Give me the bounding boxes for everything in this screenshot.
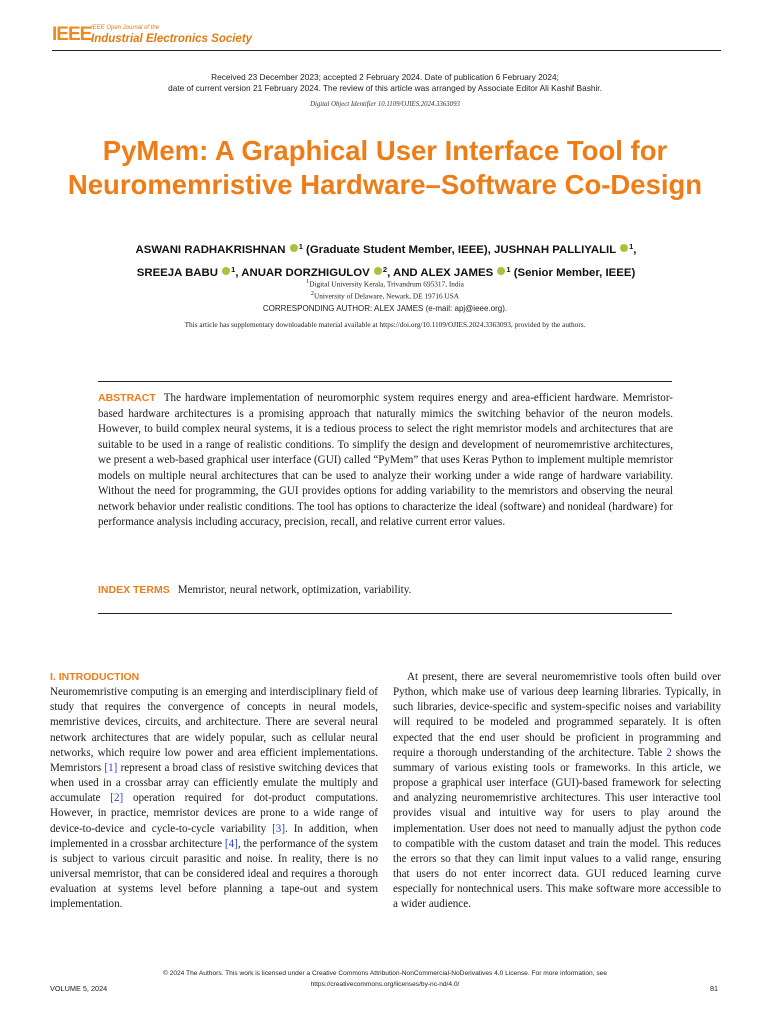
affiliation-2 xyxy=(60,289,710,301)
affiliation-2-text: University of Delaware, Newark, DE 19716 USA xyxy=(313,291,460,301)
license-notice xyxy=(60,968,710,990)
affiliation-1-text: Digital University Kerala, Trivandrum 695317, India xyxy=(309,279,464,289)
dates-line-2: date of current version 21 February 2024. The review of this article was arranged by Associate Editor Ali Kashif Bashir. xyxy=(168,83,602,93)
intro-text-5: , the performance of the system is subject to various circuit parasitic and noise. In reality, there is no universal memristor, that can be considered ideal and requires a thorough evaluation at systems level before planning a tape-out and system implementation. xyxy=(50,837,378,911)
author-2-affil: 1 xyxy=(629,242,634,251)
author-list: ASWANI RADHAKRISHNAN $^1$ (Graduate Student Member, IEEE), JUSHNAH PALLIYALIL $^1$, SREEJA BABU $^1$, ANUAR DORZHIGULOV $^2$, AND ALEX JAMES $^1$ (Senior Member, IEEE) xyxy=(135,242,637,279)
intro-left-column xyxy=(50,670,378,913)
ieee-logo: IEEE xyxy=(52,24,92,45)
abstract xyxy=(98,391,673,531)
author-3: SREEJA BABU xyxy=(136,267,218,279)
orcid-icon[interactable] xyxy=(222,267,230,275)
abstract-label: ABSTRACT xyxy=(98,392,156,404)
citation-link[interactable]: [1] xyxy=(104,761,118,774)
intro-right-text-1: At present, there are several neuromemristive tools often build over Python, which make use of various deep learning libraries. Typically, in such libraries, device-specific and system-specific noises and variability will required to be modeled and programmed separately. It is often expected that the end user should be proficient in programming and require a thorough understanding of the architecture. Table xyxy=(393,671,721,759)
author-5-affil: 1 xyxy=(506,265,511,274)
author-1-affil: 1 xyxy=(298,242,303,251)
author-4: , ANUAR DORZHIGULOV xyxy=(235,267,370,279)
index-terms-text: Memristor, neural network, optimization, variability. xyxy=(177,584,412,596)
citation-link[interactable]: [3] xyxy=(272,822,286,835)
affiliation-1 xyxy=(60,277,710,289)
section-heading: I. INTRODUCTION xyxy=(50,671,140,683)
author-5: , AND ALEX JAMES xyxy=(387,267,494,279)
intro-right-column xyxy=(393,670,721,913)
author-1: ASWANI RADHAKRISHNAN xyxy=(135,244,286,256)
affiliations xyxy=(60,277,710,302)
corresponding-author: CORRESPONDING AUTHOR: ALEX JAMES (e-mail: apj@ieee.org). xyxy=(262,304,508,313)
author-1-role: (Graduate Student Member, IEEE), JUSHNAH PALLIYALIL xyxy=(306,244,616,256)
intro-right-text-2: shows the summary of various existing tools or frameworks. In this article, we propose a graphical user interface (GUI)-based framework for selecting and analyzing neuromemristive architectures. This user interactive tool provides visual and intuitive way for users to play around the implementation. User does not need to manually adjust the python code to compatible with the custom dataset and train the model. This reduces the errors so that they can limit input values to a valid range, ensuring that users do not enter incorrect data. GUI reduced learning curve especially for nontechnical users. This make software more accessible to a wider audience. xyxy=(393,746,721,911)
author-3-affil: 1 xyxy=(231,265,236,274)
citation-link[interactable]: [4] xyxy=(224,837,238,850)
abstract-text: The hardware implementation of neuromorphic system requires energy and area-efficient hardware. Memristor-based hardware architectures is a promising approach that naturally mimics the switching behavior of the neuron models. However, to build complex neural systems, it is a tedious process to select the right memristor models and architectures that are suitable to be used in a range of realistic conditions. To simplify the design and development of neuromemristive architectures, we present a web-based graphical user interface (GUI) called “PyMem” that uses Keras Python to implement multiple memristor models on multiple neural architectures that can be used to analyze their working under a wide range of hardware variability. Without the need for programming, the GUI provides options for adding variability to the memristors and observing the neural network behavior under realistic conditions. The tool has options to characterize the ideal (software) and nonideal (hardware) for performance analysis including accuracy, precision, recall, and relative current error values. xyxy=(98,392,673,528)
author-5-role: (Senior Member, IEEE) xyxy=(513,267,636,279)
intro-text-4: . In addition, when implemented in a crossbar architecture xyxy=(50,822,378,850)
intro-text-2: represent a broad class of resistive switching devices that when used in a crossbar array can efficiently emulate the multiply and accumulate xyxy=(50,761,379,805)
orcid-icon[interactable] xyxy=(374,267,382,275)
citation-link[interactable]: [2] xyxy=(110,792,124,805)
orcid-icon[interactable] xyxy=(290,244,298,252)
intro-text-3: operation required for dot-product computations. However, in practice, memristor devices are prone to a wide range of device-to-device and cycle-to-cycle variability xyxy=(50,792,378,835)
abstract-rule-bottom xyxy=(98,613,672,614)
affiliation-2-mark: 2 xyxy=(310,291,314,298)
orcid-icon[interactable] xyxy=(497,267,505,275)
publication-dates xyxy=(60,72,710,94)
doi: Digital Object Identifier 10.1109/OJIES.2024.3363093 xyxy=(310,101,460,108)
header-rule xyxy=(52,50,721,51)
page-number: 81 xyxy=(710,984,719,993)
paper-title: PyMem: A Graphical User Interface Tool for Neuromemristive Hardware–Software Co-Design xyxy=(67,135,703,200)
journal-prefix: IEEE Open Journal of the xyxy=(91,25,160,31)
affiliation-1-mark: 1 xyxy=(306,279,310,285)
index-terms-label: INDEX TERMS xyxy=(98,584,170,596)
journal-name: Industrial Electronics Society xyxy=(91,33,253,45)
volume-label: VOLUME 5, 2024 xyxy=(50,984,108,993)
abstract-rule-top xyxy=(98,381,672,382)
index-terms xyxy=(98,584,673,596)
license-line-1: © 2024 The Authors. This work is licensed under a Creative Commons Attribution-NonCommercial-NoDerivatives 4.0 License. For more information, see xyxy=(162,970,608,977)
dates-line-1: Received 23 December 2023; accepted 2 February 2024. Date of publication 6 February 2024; xyxy=(211,72,559,82)
author-4-affil: 2 xyxy=(382,265,388,274)
supplementary-note: This article has supplementary downloadable material available at https://doi.org/10.1109/OJIES.2024.3363093, provided by the authors. xyxy=(184,320,586,329)
table-link[interactable]: 2 xyxy=(666,746,672,759)
intro-text-1: Neuromemristive computing is an emerging and interdisciplinary field of study that requires the convergence of concepts in neural models, memristive devices, circuits, and architecture. There are several neural network architectures that are widely popular, such as cellular neural networks, which require low power and area efficient implementations. Memristors xyxy=(50,686,378,774)
orcid-icon[interactable] xyxy=(620,244,628,252)
license-link[interactable]: https://creativecommons.org/licenses/by-nc-nd/4.0/ xyxy=(310,981,460,988)
